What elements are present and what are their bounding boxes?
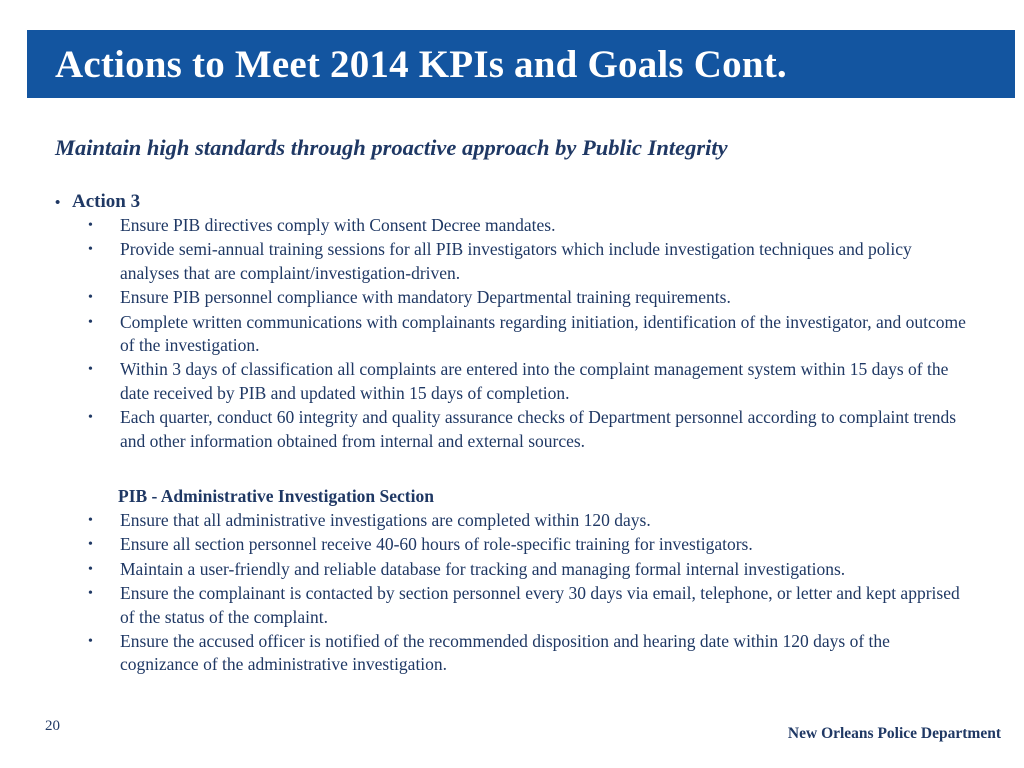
action-bullet-list xyxy=(0,214,1024,453)
list-item-text: Complete written communications with complainants regarding initiation, identification of the investigator, and outcome of the investigation. xyxy=(120,311,966,355)
list-item-text: Ensure that all administrative investigations are completed within 120 days. xyxy=(120,509,651,530)
list-item-text: Ensure all section personnel receive 40-60 hours of role-specific training for investigators. xyxy=(120,534,753,555)
bullet-icon: • xyxy=(88,561,93,577)
title-banner xyxy=(27,30,1015,98)
slide-title: Actions to Meet 2014 KPIs and Goals Cont. xyxy=(55,42,787,86)
slide-number: 20 xyxy=(45,718,60,734)
slide-body xyxy=(0,125,1024,677)
bullet-icon: • xyxy=(88,217,93,233)
bullet-icon: • xyxy=(88,290,93,306)
bullet-icon: • xyxy=(55,194,61,211)
list-item-text: Ensure the complainant is contacted by section personnel every 30 days via email, telephone, or letter and kept apprised of the status of the complaint. xyxy=(120,583,960,627)
list-item xyxy=(0,509,1024,532)
list-item xyxy=(0,582,1024,629)
bullet-icon: • xyxy=(88,633,93,649)
bullet-icon: • xyxy=(88,242,93,258)
action-heading-label: Action 3 xyxy=(72,190,141,212)
list-item xyxy=(0,406,1024,453)
bullet-icon: • xyxy=(88,314,93,330)
list-item xyxy=(0,214,1024,237)
list-item-text: Provide semi-annual training sessions for all PIB investigators which include investigation techniques and policy analyses that are complaint/investigation-driven. xyxy=(120,239,912,283)
footer-organization: New Orleans Police Department xyxy=(787,725,1001,742)
bullet-icon: • xyxy=(88,586,93,602)
list-item-text: Ensure the accused officer is notified of the recommended disposition and hearing date within 120 days of the cognizance of the administrative investigation. xyxy=(120,630,890,675)
list-item xyxy=(0,311,1024,358)
bullet-icon: • xyxy=(88,512,93,528)
list-item-text: Maintain a user-friendly and reliable database for tracking and managing formal internal investigations. xyxy=(120,558,846,579)
bullet-icon: • xyxy=(88,410,93,426)
slide-subtitle: Maintain high standards through proactive approach by Public Integrity xyxy=(55,135,728,160)
list-item-text: Ensure PIB directives comply with Consent Decree mandates. xyxy=(120,214,556,235)
list-item xyxy=(0,533,1024,556)
list-item-text: Ensure PIB personnel compliance with mandatory Departmental training requirements. xyxy=(120,287,731,308)
list-item xyxy=(0,238,1024,285)
list-item xyxy=(0,358,1024,405)
list-item xyxy=(0,286,1024,309)
bullet-icon: • xyxy=(88,362,93,378)
list-item-text: Within 3 days of classification all complaints are entered into the complaint management system within 15 days of the date received by PIB and updated within 15 days of completion. xyxy=(120,359,949,403)
bullet-icon: • xyxy=(88,537,93,553)
list-item xyxy=(0,630,1024,677)
section-heading: PIB - Administrative Investigation Section xyxy=(118,485,434,506)
section-bullet-list xyxy=(0,509,1024,677)
list-item-text: Each quarter, conduct 60 integrity and quality assurance checks of Department personnel according to complaint trends and other information obtained from internal and external sources. xyxy=(120,407,957,451)
list-item xyxy=(0,558,1024,581)
action-heading xyxy=(55,191,1024,213)
